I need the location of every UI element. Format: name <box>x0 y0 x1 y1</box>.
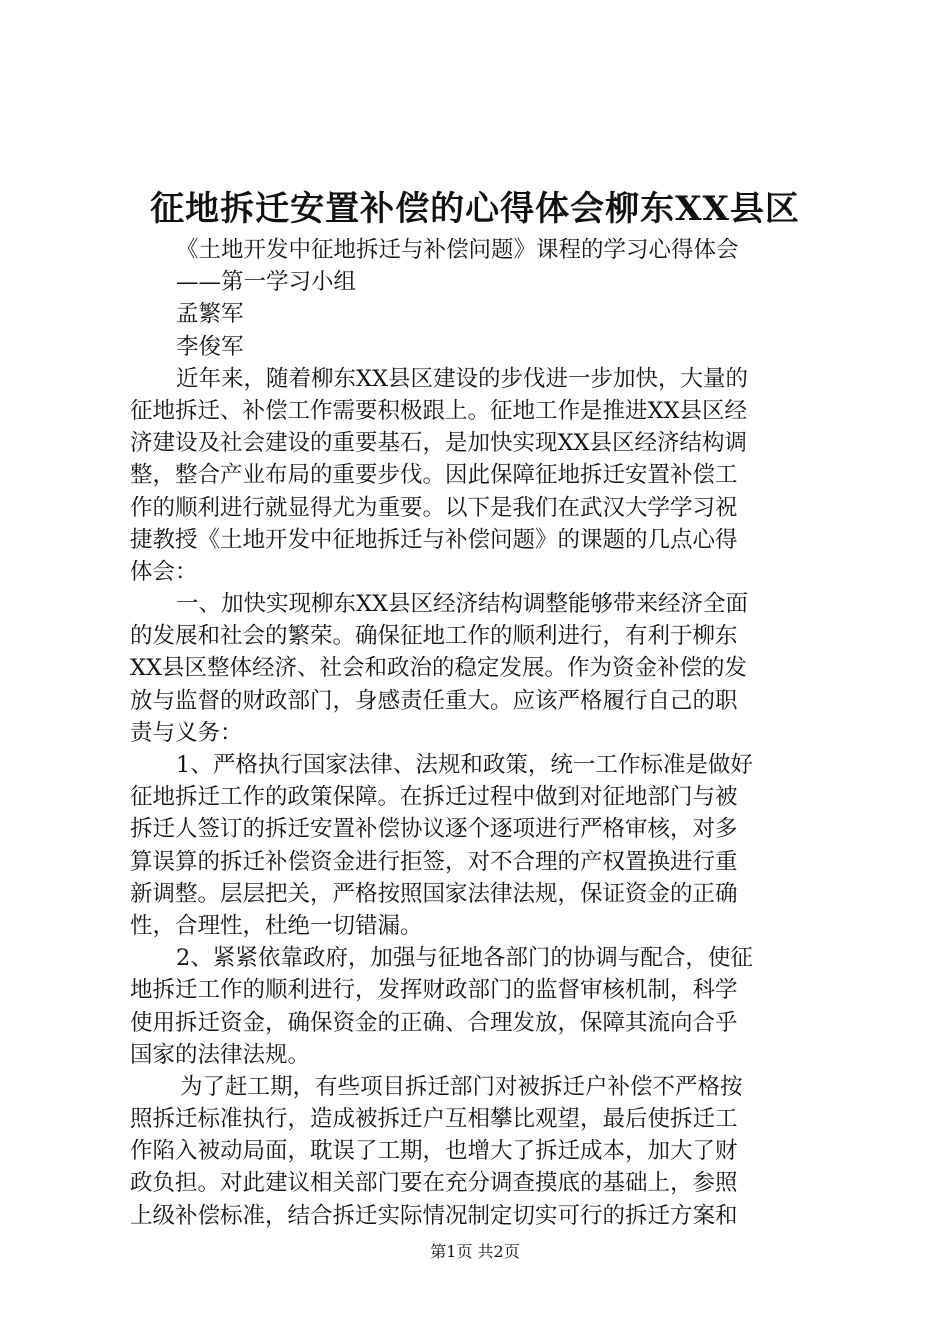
paragraph-line: 上级补偿标准，结合拆迁实际情况制定切实可行的拆迁方案和 <box>130 1202 738 1229</box>
paragraph-line: 征地拆迁工作的政策保障。在拆迁过程中做到对征地部门与被 <box>130 784 738 811</box>
paragraph-line: 一、加快实现柳东XX县区经济结构调整能够带来经济全面 <box>176 591 749 618</box>
paragraph-line: 征地拆迁、补偿工作需要积极跟上。征地工作是推进XX县区经 <box>130 397 748 424</box>
author-line: 孟繁军 <box>176 301 244 328</box>
document-body <box>130 234 830 1232</box>
paragraph-line: 体会： <box>130 558 198 585</box>
paragraph-line: 算误算的拆迁补偿资金进行拒签，对不合理的产权置换进行重 <box>130 848 738 875</box>
paragraph-line: 使用拆迁资金，确保资金的正确、合理发放，保障其流向合乎 <box>130 1009 738 1036</box>
paragraph-line: 政负担。对此建议相关部门要在充分调查摸底的基础上，参照 <box>130 1170 738 1197</box>
paragraph-line: 2、紧紧依靠政府，加强与征地各部门的协调与配合，使征 <box>176 945 753 972</box>
paragraph-line: 济建设及社会建设的重要基石，是加快实现XX县区经济结构调 <box>130 430 748 457</box>
paragraph-line: 地拆迁工作的顺利进行，发挥财政部门的监督审核机制，科学 <box>130 977 738 1004</box>
paragraph-line: 整，整合产业布局的重要步伐。因此保障征地拆迁安置补偿工 <box>130 462 738 489</box>
paragraph-line: 1、严格执行国家法律、法规和政策，统一工作标准是做好 <box>176 752 753 778</box>
paragraph-line: 作的顺利进行就显得尤为重要。以下是我们在武汉大学学习祝 <box>130 494 738 521</box>
paragraph-line: 照拆迁标准执行，造成被拆迁户互相攀比观望，最后使拆迁工 <box>130 1106 738 1133</box>
subtitle-line: 《土地开发中征地拆迁与补偿问题》课程的学习心得体会 <box>176 237 739 263</box>
author-line: 李俊军 <box>176 333 244 360</box>
paragraph-line: 国家的法律法规。 <box>130 1041 311 1068</box>
paragraph-line: 为了赶工期，有些项目拆迁部门对被拆迁户补偿不严格按 <box>180 1073 743 1100</box>
paragraph-line: 近年来，随着柳东XX县区建设的步伐进一步加快，大量的 <box>176 365 749 392</box>
group-line: ——第一学习小组 <box>176 269 357 296</box>
page-indicator: 第1页 共2页 <box>430 1242 520 1261</box>
document-title: 征地拆迁安置补偿的心得体会柳东XX县区 <box>150 189 800 229</box>
paragraph-line: 新调整。层层把关，严格按照国家法律法规，保证资金的正确 <box>130 880 738 907</box>
paragraph-line: 拆迁人签订的拆迁安置补偿协议逐个逐项进行严格审核，对多 <box>130 816 738 843</box>
paragraph-line: 的发展和社会的繁荣。确保征地工作的顺利进行，有利于柳东 <box>130 623 738 650</box>
paragraph-line: XX县区整体经济、社会和政治的稳定发展。作为资金补偿的发 <box>130 655 748 682</box>
paragraph-line: 放与监督的财政部门，身感责任重大。应该严格履行自己的职 <box>130 687 738 714</box>
paragraph-line: 性，合理性，杜绝一切错漏。 <box>130 912 423 939</box>
paragraph-line: 捷教授《土地开发中征地拆迁与补偿问题》的课题的几点心得 <box>130 526 738 553</box>
paragraph-line: 责与义务： <box>130 719 243 746</box>
paragraph-line: 作陷入被动局面，耽误了工期，也增大了拆迁成本，加大了财 <box>130 1138 738 1165</box>
